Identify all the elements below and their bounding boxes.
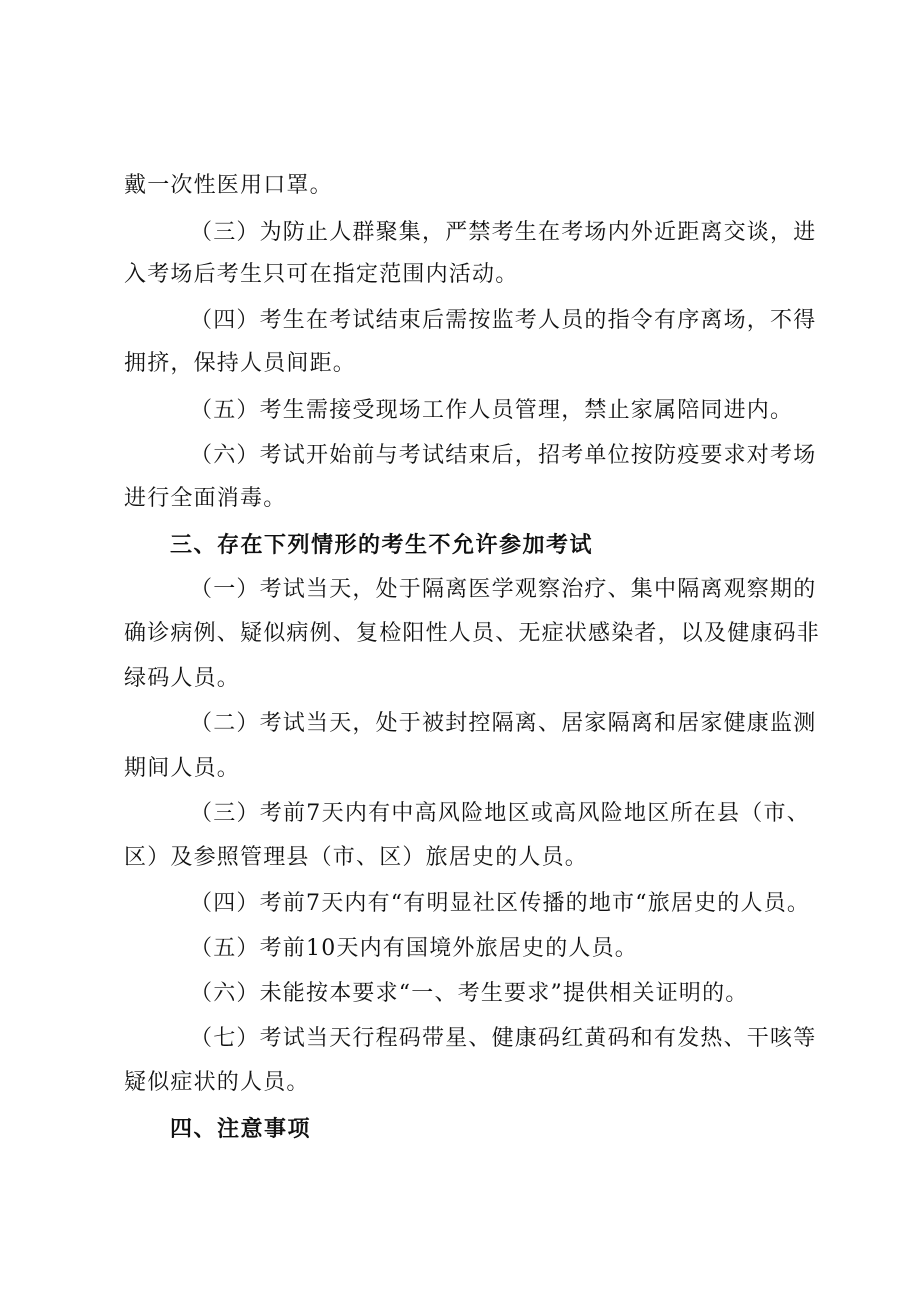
text-line: 戴一次性医用口罩。 xyxy=(124,173,333,198)
paragraph-line xyxy=(124,749,240,789)
paragraph-line xyxy=(124,614,821,654)
section-heading xyxy=(170,1109,311,1149)
text-line: （三）考前7天内有中高风险地区或高风险地区所在县（市、 xyxy=(190,801,810,826)
paragraph-line xyxy=(190,884,810,924)
paragraph-line xyxy=(190,301,817,341)
text-line: （一）考试当天，处于隔离医学观察治疗、集中隔离观察期的 xyxy=(190,577,817,602)
paragraph-line xyxy=(124,166,333,206)
section-heading xyxy=(170,525,593,565)
text-line: （六）未能按本要求“一、考生要求”提供相关证明的。 xyxy=(190,981,749,1006)
paragraph-line xyxy=(124,344,356,384)
paragraph-line xyxy=(124,479,286,519)
text-line: 确诊病例、疑似病例、复检阳性人员、无症状感染者，以及健康码非 xyxy=(124,621,821,646)
text-line: 入考场后考生只可在指定范围内活动。 xyxy=(124,262,519,287)
text-line: 期间人员。 xyxy=(124,756,241,781)
paragraph-line xyxy=(190,213,817,253)
paragraph-line xyxy=(190,929,638,969)
text-line: 拥挤，保持人员间距。 xyxy=(124,351,357,376)
text-line: 进行全面消毒。 xyxy=(124,486,287,511)
text-line: （五）考生需接受现场工作人员管理，禁止家属陪同进内。 xyxy=(190,398,794,423)
paragraph-line xyxy=(124,659,240,699)
paragraph-line xyxy=(190,794,810,834)
text-line: 绿码人员。 xyxy=(124,666,241,691)
text-line: （四）考前7天内有“有明显社区传播的地市“旅居史的人员。 xyxy=(190,891,811,916)
text-line: （二）考试当天，处于被封控隔离、居家隔离和居家健康监测 xyxy=(190,711,817,736)
heading-text: 三、存在下列情形的考生不允许参加考试 xyxy=(170,532,594,558)
paragraph-line xyxy=(124,255,518,295)
paragraph-line xyxy=(124,838,588,878)
paragraph-line xyxy=(124,1063,310,1103)
paragraph-line xyxy=(190,391,793,431)
text-line: （六）考试开始前与考试结束后，招考单位按防疫要求对考场 xyxy=(190,443,817,468)
paragraph-line xyxy=(190,704,817,744)
text-line: 疑似症状的人员。 xyxy=(124,1070,310,1095)
paragraph-line xyxy=(190,974,749,1014)
paragraph-line xyxy=(190,570,817,610)
text-line: 区）及参照管理县（市、区）旅居史的人员。 xyxy=(124,845,589,870)
heading-text: 四、注意事项 xyxy=(170,1116,312,1142)
paragraph-line xyxy=(190,1019,817,1059)
text-line: （五）考前10天内有国境外旅居史的人员。 xyxy=(190,936,638,961)
paragraph-line xyxy=(190,436,817,476)
text-line: （七）考试当天行程码带星、健康码红黄码和有发热、干咳等 xyxy=(190,1026,817,1051)
text-line: （三）为防止人群聚集，严禁考生在考场内外近距离交谈，进 xyxy=(190,220,817,245)
text-line: （四）考生在考试结束后需按监考人员的指令有序离场，不得 xyxy=(190,308,817,333)
